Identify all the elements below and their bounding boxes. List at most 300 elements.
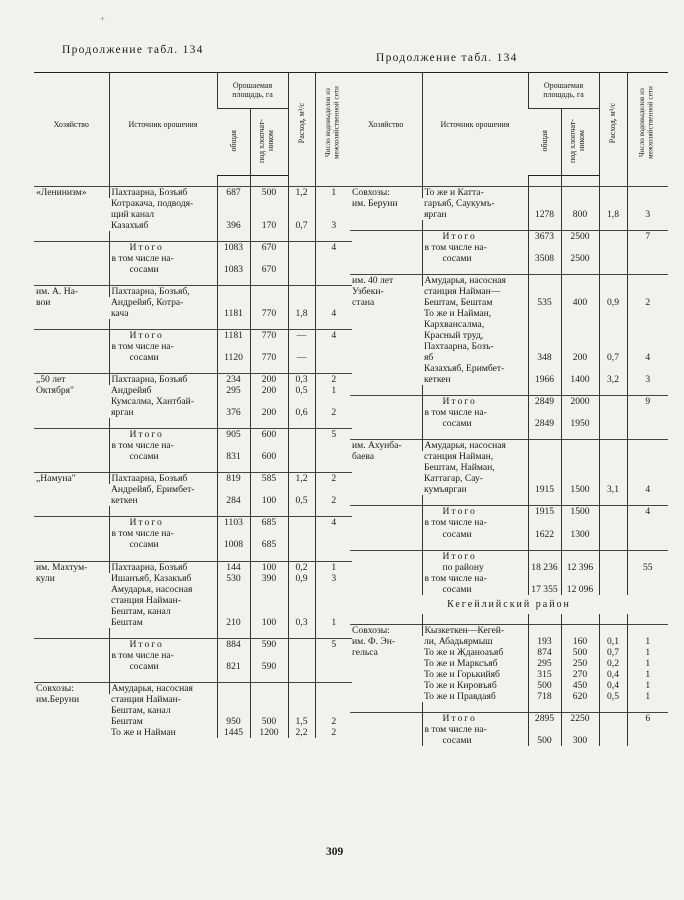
area-cotton-cell bbox=[561, 341, 599, 352]
total-sub-cell bbox=[422, 418, 528, 429]
farm-name-line: им. Ф. Эн- bbox=[352, 636, 396, 648]
empty-cell bbox=[627, 724, 668, 735]
spacer-cell bbox=[627, 385, 668, 396]
spacer-cell bbox=[217, 319, 250, 330]
area-cotton-cell bbox=[250, 705, 288, 716]
flow-cell bbox=[288, 297, 315, 308]
outlets-cell: 55 bbox=[627, 562, 668, 573]
source-cell: ли, Абадьярмыш bbox=[424, 636, 493, 648]
flow-cell bbox=[288, 429, 315, 441]
area-total-cell: 3673 bbox=[528, 230, 561, 242]
total-label: Итого bbox=[129, 429, 164, 441]
area-cotton-cell: 1300 bbox=[561, 529, 599, 540]
area-total-cell bbox=[528, 451, 561, 462]
area-total-cell: 1083 bbox=[217, 241, 250, 253]
source-cell: Пахтаарна, Бозъяб bbox=[109, 374, 217, 386]
farm-cell bbox=[34, 517, 109, 529]
area-total-cell bbox=[528, 473, 561, 484]
spacer-cell bbox=[422, 429, 528, 440]
spacer-cell bbox=[288, 506, 315, 517]
area-cotton-cell bbox=[250, 682, 288, 694]
empty-cell bbox=[627, 242, 668, 253]
row-spacer bbox=[34, 319, 352, 330]
flow-cell bbox=[599, 198, 627, 209]
flow-cell bbox=[599, 330, 627, 341]
source-cell: Кархвансалма, bbox=[424, 319, 485, 330]
header-area: Орошаемая площадь, га bbox=[217, 73, 288, 109]
area-cotton-cell bbox=[561, 451, 599, 462]
total-row bbox=[34, 341, 352, 352]
farm-name-line: Совхозы: bbox=[352, 625, 390, 637]
area-cotton-cell: 1400 bbox=[561, 374, 599, 385]
flow-cell bbox=[599, 363, 627, 374]
area-total-cell: 18 236 bbox=[528, 562, 561, 573]
area-cotton-cell: 620 bbox=[561, 691, 599, 702]
empty-cell bbox=[217, 253, 250, 264]
area-cotton-cell bbox=[250, 694, 288, 705]
area-total-cell bbox=[528, 440, 561, 452]
farm-name-line: Октября" bbox=[36, 385, 74, 397]
farm-cell bbox=[350, 186, 422, 220]
flow-cell bbox=[599, 319, 627, 330]
source-cell: То же и Жданоаъяб bbox=[424, 647, 504, 659]
spacer-cell bbox=[315, 363, 352, 374]
area-cotton-cell bbox=[561, 550, 599, 562]
empty-cell bbox=[250, 650, 288, 661]
flow-cell: 0,7 bbox=[599, 647, 627, 658]
area-total-cell bbox=[528, 274, 561, 286]
flow-cell bbox=[288, 539, 315, 550]
spacer-cell bbox=[250, 628, 288, 639]
flow-cell bbox=[599, 286, 627, 297]
spacer-cell bbox=[528, 175, 561, 186]
source-cell: То же и Правдаяб bbox=[424, 691, 496, 703]
outlets-cell: 4 bbox=[627, 506, 668, 518]
total-sub-cell bbox=[422, 724, 528, 735]
spacer-cell bbox=[288, 231, 315, 242]
area-total-cell bbox=[217, 198, 250, 209]
outlets-cell bbox=[315, 198, 352, 209]
source-cell: станция Найман- bbox=[111, 594, 181, 606]
outlets-cell bbox=[627, 330, 668, 341]
farm-name-line: вои bbox=[36, 296, 51, 308]
spacer-cell bbox=[599, 385, 627, 396]
farm-cell bbox=[34, 429, 109, 441]
flow-cell: 0,5 bbox=[288, 385, 315, 396]
empty-cell bbox=[561, 573, 599, 584]
flow-cell bbox=[599, 253, 627, 264]
total-row bbox=[34, 528, 352, 539]
outlets-cell: 1 bbox=[627, 658, 668, 669]
source-cell: То же и Катта- bbox=[422, 186, 528, 198]
area-total-cell: 1622 bbox=[528, 529, 561, 540]
flow-cell: 0,5 bbox=[288, 495, 315, 506]
farm-cell bbox=[34, 451, 109, 462]
farm-cell bbox=[34, 330, 109, 342]
outlets-cell: 4 bbox=[315, 517, 352, 529]
flow-cell bbox=[599, 274, 627, 286]
area-cotton-cell bbox=[561, 186, 599, 198]
source-cell: Бештам, канал bbox=[111, 605, 171, 617]
total-sub-label: в том числе на- bbox=[111, 440, 174, 452]
spacer-cell bbox=[315, 275, 352, 286]
total-sub-label: в том числе на- bbox=[111, 341, 174, 353]
outlets-cell: 1 bbox=[627, 636, 668, 647]
area-cotton-cell: 590 bbox=[250, 661, 288, 672]
flow-cell bbox=[288, 209, 315, 220]
spacer-cell bbox=[250, 462, 288, 473]
spacer-cell bbox=[315, 551, 352, 562]
flow-cell bbox=[599, 625, 627, 637]
flow-cell bbox=[288, 606, 315, 617]
source-cell: ярган bbox=[111, 407, 134, 419]
spacer-cell bbox=[315, 418, 352, 429]
flow-cell: 0,3 bbox=[288, 617, 315, 628]
flow-cell: 0,9 bbox=[288, 573, 315, 584]
farm-cell bbox=[34, 638, 109, 650]
outlets-cell bbox=[627, 584, 668, 595]
source-cell: То же и Кировъяб bbox=[424, 680, 497, 692]
total-sub-label: в том числе на- bbox=[111, 649, 174, 661]
row-spacer bbox=[34, 462, 352, 473]
row-spacer bbox=[350, 264, 668, 275]
total-label: Итого bbox=[442, 506, 477, 518]
total-row bbox=[350, 253, 668, 264]
total-sub-cell bbox=[109, 451, 217, 462]
header-area-cotton: под хлопчат-ником bbox=[250, 108, 288, 175]
source-cell: Котракача, подводя- bbox=[111, 197, 194, 209]
outlets-cell: 2 bbox=[315, 407, 352, 418]
table-row bbox=[34, 186, 352, 198]
area-cotton-cell: 12 396 bbox=[561, 562, 599, 573]
table-row bbox=[350, 440, 668, 452]
total-row bbox=[350, 713, 668, 725]
spacer-cell bbox=[422, 540, 528, 551]
total-sub-label: в том числе на- bbox=[424, 407, 487, 419]
spacer-cell bbox=[422, 614, 528, 625]
area-cotton-cell bbox=[561, 363, 599, 374]
spacer-cell bbox=[109, 231, 217, 242]
total-sub-cell bbox=[109, 341, 217, 352]
area-total-cell: 874 bbox=[528, 647, 561, 658]
total-row bbox=[34, 638, 352, 650]
row-spacer bbox=[350, 702, 668, 713]
source-cell: станция Найман, bbox=[424, 451, 494, 463]
outlets-cell bbox=[627, 274, 668, 286]
spacer-cell bbox=[599, 429, 627, 440]
source-cell: То же и Найман, bbox=[424, 307, 492, 319]
empty-cell bbox=[315, 253, 352, 264]
outlets-cell bbox=[315, 209, 352, 220]
total-sub-label: в том числе на- bbox=[424, 724, 487, 736]
area-total-cell: 376 bbox=[217, 407, 250, 418]
flow-cell bbox=[288, 451, 315, 462]
outlets-cell bbox=[627, 473, 668, 484]
spacer-cell bbox=[561, 429, 599, 440]
area-total-cell: 831 bbox=[217, 451, 250, 462]
spacer-cell bbox=[561, 175, 599, 186]
farm-cell bbox=[350, 713, 422, 725]
flow-cell: 0,7 bbox=[599, 352, 627, 363]
flow-cell: — bbox=[288, 352, 315, 363]
farm-cell bbox=[350, 584, 422, 595]
farm-name-line: им. Ахунба- bbox=[352, 440, 402, 452]
row-spacer bbox=[34, 551, 352, 562]
header-farm: Хозяйство bbox=[350, 73, 422, 176]
spacer-cell bbox=[627, 429, 668, 440]
spacer-cell bbox=[250, 551, 288, 562]
outlets-cell bbox=[315, 484, 352, 495]
header-area: Орошаемая площадь, га bbox=[528, 73, 599, 109]
outlets-cell: 4 bbox=[627, 484, 668, 495]
farm-cell bbox=[34, 285, 109, 319]
outlets-cell: 3 bbox=[315, 220, 352, 231]
flow-cell: 2,2 bbox=[288, 727, 315, 738]
flow-cell: 0,4 bbox=[599, 680, 627, 691]
total-label-cell bbox=[109, 429, 217, 441]
flow-cell: 1,5 bbox=[288, 716, 315, 727]
flow-cell: 0,3 bbox=[288, 374, 315, 386]
total-row bbox=[34, 429, 352, 441]
area-cotton-cell: 1500 bbox=[561, 506, 599, 518]
area-cotton-cell: 800 bbox=[561, 209, 599, 220]
outlets-cell bbox=[627, 198, 668, 209]
total-row bbox=[34, 253, 352, 264]
farm-cell bbox=[34, 528, 109, 539]
flow-cell: 1,8 bbox=[599, 209, 627, 220]
spacer-cell bbox=[561, 702, 599, 713]
total-row bbox=[34, 451, 352, 462]
spacer-cell bbox=[288, 551, 315, 562]
area-cotton-cell: 2000 bbox=[561, 396, 599, 408]
empty-cell bbox=[288, 528, 315, 539]
total-row bbox=[350, 517, 668, 528]
area-total-cell: 3508 bbox=[528, 253, 561, 264]
flow-cell: 0,2 bbox=[288, 561, 315, 573]
farm-name-line: баева bbox=[352, 451, 375, 463]
flow-cell: 3,2 bbox=[599, 374, 627, 385]
spacer-cell bbox=[250, 319, 288, 330]
outlets-cell: 2 bbox=[315, 473, 352, 485]
total-sub-cell bbox=[422, 253, 528, 264]
outlets-cell: 1 bbox=[627, 691, 668, 702]
area-cotton-cell: 450 bbox=[561, 680, 599, 691]
flow-cell bbox=[288, 595, 315, 606]
empty-cell bbox=[315, 440, 352, 451]
total-sub-cell bbox=[422, 529, 528, 540]
outlets-cell bbox=[315, 451, 352, 462]
flow-cell: 3,1 bbox=[599, 484, 627, 495]
continuation-title-left: Продолжение табл. 134 bbox=[62, 44, 204, 56]
outlets-cell bbox=[315, 264, 352, 275]
total-label-cell bbox=[422, 506, 528, 518]
table-row bbox=[34, 374, 352, 386]
spacer-cell bbox=[528, 429, 561, 440]
spacer-cell bbox=[315, 462, 352, 473]
total-label: Итого bbox=[442, 396, 477, 408]
flow-cell bbox=[288, 264, 315, 275]
outlets-cell bbox=[627, 418, 668, 429]
farm-cell bbox=[34, 264, 109, 275]
area-cotton-cell bbox=[250, 584, 288, 595]
row-spacer bbox=[350, 220, 668, 231]
source-cell: Бештам bbox=[111, 616, 143, 628]
outlets-cell bbox=[315, 584, 352, 595]
spacer-cell bbox=[627, 220, 668, 231]
empty-cell bbox=[250, 253, 288, 264]
area-total-cell: 950 bbox=[217, 716, 250, 727]
flow-cell: 1,2 bbox=[288, 473, 315, 485]
total-label-cell bbox=[422, 550, 528, 562]
total-sub-label: в том числе на- bbox=[424, 241, 487, 253]
empty-cell bbox=[288, 650, 315, 661]
flow-cell bbox=[599, 735, 627, 746]
source-cell: щий канал bbox=[111, 208, 155, 220]
empty-cell bbox=[288, 341, 315, 352]
outlets-cell: 3 bbox=[315, 573, 352, 584]
row-spacer bbox=[34, 363, 352, 374]
flow-cell bbox=[288, 396, 315, 407]
total-row bbox=[350, 418, 668, 429]
spacer-cell bbox=[315, 672, 352, 683]
spacer-cell bbox=[250, 175, 288, 186]
spacer-cell bbox=[34, 551, 109, 562]
farm-name-line: им. А. На- bbox=[36, 285, 79, 297]
area-cotton-cell bbox=[250, 198, 288, 209]
total-row bbox=[350, 506, 668, 518]
farm-cell bbox=[350, 407, 422, 418]
total-row bbox=[350, 562, 668, 573]
source-cell: Амударья, насосная bbox=[109, 682, 217, 694]
table-row bbox=[34, 561, 352, 573]
area-cotton-cell: 2250 bbox=[561, 713, 599, 725]
area-cotton-cell: 770 bbox=[250, 330, 288, 342]
farm-cell bbox=[350, 573, 422, 584]
total-sub-label: сосами bbox=[442, 528, 472, 540]
total-sub-label: в том числе на- bbox=[424, 572, 487, 584]
section-heading: Кегейлийский район bbox=[447, 598, 571, 610]
area-total-cell bbox=[528, 550, 561, 562]
outlets-cell: 2 bbox=[315, 495, 352, 506]
area-total-cell: 1008 bbox=[217, 539, 250, 550]
total-row bbox=[350, 396, 668, 408]
spacer-cell bbox=[109, 628, 217, 639]
area-cotton-cell: 100 bbox=[250, 561, 288, 573]
section-heading-row bbox=[350, 595, 668, 615]
total-sub-label: сосами bbox=[442, 735, 472, 747]
row-spacer bbox=[350, 540, 668, 551]
area-total-cell: 234 bbox=[217, 374, 250, 386]
spacer-cell bbox=[561, 264, 599, 275]
spacer-cell bbox=[315, 628, 352, 639]
area-total-cell: 1915 bbox=[528, 506, 561, 518]
farm-name-line: им. 40 лет bbox=[352, 274, 394, 286]
empty-cell bbox=[528, 407, 561, 418]
area-cotton-cell bbox=[250, 606, 288, 617]
outlets-cell bbox=[315, 661, 352, 672]
spacer-cell bbox=[561, 495, 599, 506]
area-total-cell bbox=[217, 595, 250, 606]
farm-name-line: кули bbox=[36, 572, 55, 584]
area-total-cell bbox=[528, 341, 561, 352]
area-total-cell bbox=[528, 308, 561, 319]
area-total-cell: 1966 bbox=[528, 374, 561, 385]
empty-cell bbox=[217, 440, 250, 451]
total-row bbox=[34, 352, 352, 363]
area-total-cell: 193 bbox=[528, 636, 561, 647]
spacer-cell bbox=[561, 385, 599, 396]
total-sub-label: в том числе на- bbox=[424, 517, 487, 529]
spacer-cell bbox=[599, 175, 627, 186]
spacer-cell bbox=[350, 385, 422, 396]
area-cotton-cell bbox=[250, 484, 288, 495]
empty-cell bbox=[315, 528, 352, 539]
outlets-cell bbox=[627, 462, 668, 473]
spacer-cell bbox=[350, 264, 422, 275]
spacer-cell bbox=[315, 175, 352, 186]
total-sub-cell bbox=[109, 440, 217, 451]
total-sub-cell bbox=[109, 661, 217, 672]
area-cotton-cell: 1500 bbox=[561, 484, 599, 495]
area-cotton-cell: 500 bbox=[250, 186, 288, 198]
row-spacer bbox=[34, 628, 352, 639]
total-row bbox=[34, 264, 352, 275]
area-total-cell bbox=[217, 285, 250, 297]
page-number: 309 bbox=[326, 846, 344, 858]
source-cell: То же и Горькийяб bbox=[424, 669, 500, 681]
area-total-cell: 1445 bbox=[217, 727, 250, 738]
spacer-cell bbox=[288, 672, 315, 683]
spacer-cell bbox=[315, 319, 352, 330]
spacer-cell bbox=[217, 363, 250, 374]
area-cotton-cell: 770 bbox=[250, 308, 288, 319]
source-cell: То же и Найман bbox=[111, 726, 176, 738]
spacer-cell bbox=[528, 264, 561, 275]
outlets-cell: 7 bbox=[627, 230, 668, 242]
area-cotton-cell bbox=[561, 625, 599, 637]
area-cotton-cell: 170 bbox=[250, 220, 288, 231]
farm-name-line: им. Махтум- bbox=[36, 561, 88, 573]
source-cell: ярган bbox=[424, 208, 447, 220]
spacer-cell bbox=[350, 175, 422, 186]
outlets-cell: 2 bbox=[315, 716, 352, 727]
source-cell: Бештам, канал bbox=[111, 704, 171, 716]
spacer-cell bbox=[217, 672, 250, 683]
spacer-cell bbox=[288, 363, 315, 374]
area-cotton-cell: 500 bbox=[250, 716, 288, 727]
total-label-cell bbox=[422, 713, 528, 725]
area-cotton-cell bbox=[561, 286, 599, 297]
farm-name-line: „50 лет bbox=[36, 374, 66, 386]
area-total-cell bbox=[528, 286, 561, 297]
spacer-cell bbox=[350, 540, 422, 551]
total-sub-cell bbox=[422, 517, 528, 528]
spacer-cell bbox=[422, 385, 528, 396]
area-cotton-cell: 250 bbox=[561, 658, 599, 669]
header-area-total: общая bbox=[528, 108, 561, 175]
area-cotton-cell bbox=[561, 198, 599, 209]
source-cell: То же и Марксъяб bbox=[424, 658, 498, 670]
area-total-cell: 17 355 bbox=[528, 584, 561, 595]
farm-name-line: Совхозы: bbox=[36, 682, 74, 694]
total-sub-label: в том числе на- bbox=[111, 252, 174, 264]
outlets-cell: 6 bbox=[627, 713, 668, 725]
empty-cell bbox=[599, 724, 627, 735]
farm-cell bbox=[34, 253, 109, 264]
flow-cell: 1,8 bbox=[288, 308, 315, 319]
source-cell: Каттагар, Сау- bbox=[424, 473, 483, 485]
empty-cell bbox=[627, 407, 668, 418]
